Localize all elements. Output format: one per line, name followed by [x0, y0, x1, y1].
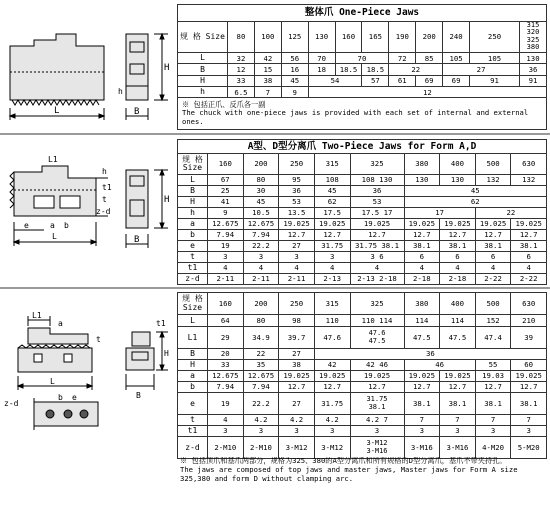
table-cell: 19.025 [350, 371, 404, 382]
table-cell: 72 [389, 52, 416, 63]
table-cell: 4 [208, 415, 244, 426]
table-cell: 18.5 [362, 64, 389, 75]
size-cell: 315 320 325 380 [520, 21, 547, 52]
dim-label-B: B [136, 391, 141, 400]
table-cell: 132 [475, 175, 511, 186]
two-piece-jaw-top-drawing [4, 310, 116, 394]
table-cell: 4 [475, 263, 511, 274]
table-cell: 47.6 47.5 [350, 327, 404, 349]
table-cell: 2-22 [475, 274, 511, 285]
table-cell: 19.025 [314, 371, 350, 382]
dim-label-L1: L1 [32, 311, 42, 320]
row-label: H [178, 75, 228, 86]
table-cell: 95 [279, 175, 315, 186]
dim-label-h: h [102, 167, 107, 176]
table-cell: 39.7 [279, 327, 315, 349]
table-cell: 19.025 [440, 219, 476, 230]
row-label: L [178, 52, 228, 63]
table-cell: 22.2 [243, 393, 279, 415]
table-cell: 12.7 [279, 382, 315, 393]
one-piece-jaws-table [177, 4, 547, 130]
dim-label-H: H [164, 63, 170, 73]
table-cell: 19 [208, 393, 244, 415]
table-cell: 19.025 [475, 219, 511, 230]
table-cell: 12 [228, 64, 255, 75]
dim-label-L1: L1 [48, 155, 58, 164]
table-cell: 12.7 [314, 230, 350, 241]
table-cell: 105 [443, 52, 470, 63]
row-label: L [178, 175, 208, 186]
table-cell: 7 [511, 415, 547, 426]
table-cell: 210 [511, 315, 547, 327]
table-cell: 7 [404, 415, 440, 426]
table-cell: 2-11 [208, 274, 244, 285]
two-piece-jaw-side-drawing [4, 150, 118, 252]
table-cell: 36 [279, 186, 315, 197]
table-cell: 31.75 38.1 [350, 393, 404, 415]
table-cell: 57 [362, 75, 389, 86]
row-label: H [178, 360, 208, 371]
row-label: b [178, 382, 208, 393]
table-cell: 2-13 [314, 274, 350, 285]
dim-label-a: a [58, 319, 63, 328]
size-cell: 190 [389, 21, 416, 52]
size-cell: 200 [243, 293, 279, 315]
table-cell: 38.1 [404, 393, 440, 415]
table-cell: 80 [243, 175, 279, 186]
table-cell: 36 [350, 186, 404, 197]
table-cell: 98 [279, 315, 315, 327]
one-piece-jaw-front-drawing [118, 28, 172, 126]
row-label: a [178, 371, 208, 382]
section-divider [0, 287, 550, 289]
table-cell: 31.75 38.1 [350, 241, 404, 252]
table-cell: 42 [314, 360, 350, 371]
table-cell: 3 [279, 426, 315, 437]
size-cell: 100 [254, 21, 281, 52]
row-label: b [178, 230, 208, 241]
table-cell: 35 [243, 360, 279, 371]
one-piece-jaw-side-drawing [4, 28, 118, 126]
table-cell: 3-M12 [279, 437, 315, 459]
table-cell: 3 [440, 426, 476, 437]
table-cell: 12.7 [350, 230, 404, 241]
table-cell: 2-11 [243, 274, 279, 285]
row-label: a [178, 219, 208, 230]
table-cell: 17.5 [314, 208, 350, 219]
table-cell: 114 [404, 315, 440, 327]
row-label: B [178, 186, 208, 197]
table-cell: 45 [281, 75, 308, 86]
table-cell: 2-22 [511, 274, 547, 285]
row-label: t1 [178, 263, 208, 274]
table-cell: 12 [308, 87, 546, 98]
table-cell: 19.025 [314, 219, 350, 230]
table-cell: 36 [314, 349, 546, 360]
table-cell: 55 [475, 360, 511, 371]
dim-label-H: H [164, 195, 170, 205]
table-cell: 19.025 [440, 371, 476, 382]
table-cell: 3 [208, 426, 244, 437]
table-cell: 105 [470, 52, 520, 63]
table-cell: 19.03 [475, 371, 511, 382]
table-cell: 38.1 [475, 241, 511, 252]
size-header: 规 格 Size [178, 154, 208, 175]
table-cell: 27 [279, 393, 315, 415]
table-cell: 12.7 [440, 382, 476, 393]
table-cell: 22.2 [243, 241, 279, 252]
table-cell: 19.025 [279, 219, 315, 230]
dim-label-b: b [58, 394, 63, 402]
table-cell: 4 [511, 263, 547, 274]
dim-label-L: L [52, 232, 57, 241]
table-cell: 7.94 [208, 230, 244, 241]
table-cell: 27 [443, 64, 520, 75]
row-label: e [178, 393, 208, 415]
table-cell: 39 [511, 327, 547, 349]
table-cell: 4 [243, 263, 279, 274]
table-cell: 12.7 [350, 382, 404, 393]
size-header: 规 格 Size [178, 293, 208, 315]
table-cell: 6 [440, 252, 476, 263]
size-cell: 80 [228, 21, 255, 52]
table-cell: 27 [279, 241, 315, 252]
size-cell: 325 [350, 293, 404, 315]
table-cell: 12.7 [475, 382, 511, 393]
size-cell: 400 [440, 293, 476, 315]
size-cell: 250 [279, 293, 315, 315]
table-title: 整体爪 One-Piece Jaws [178, 5, 547, 22]
table-cell: 12.675 [208, 371, 244, 382]
table-cell: 15 [254, 64, 281, 75]
table-cell: 16 [281, 64, 308, 75]
size-cell: 630 [511, 293, 547, 315]
row-label: B [178, 349, 208, 360]
table-cell: 47.5 [404, 327, 440, 349]
table-cell: 4.2 [243, 415, 279, 426]
table-cell: 152 [475, 315, 511, 327]
size-cell: 315 [314, 293, 350, 315]
two-piece-jaw-front-drawing [118, 150, 172, 252]
table-cell: 3 [475, 426, 511, 437]
two-piece-jaw-bottom-drawing [4, 394, 116, 434]
table-cell: 38.1 [511, 241, 547, 252]
dim-label-z-d: z-d [4, 399, 19, 408]
row-label: e [178, 241, 208, 252]
table-cell: 3-M16 [440, 437, 476, 459]
table-cell: 130 [440, 175, 476, 186]
table-cell: 12.7 [511, 382, 547, 393]
table-cell: 46 [404, 360, 475, 371]
table-cell: 19.025 [279, 371, 315, 382]
dim-label-h: h [118, 87, 123, 96]
table-cell: 32 [228, 52, 255, 63]
two-piece-jaws-table [177, 292, 547, 459]
table-cell: 60 [511, 360, 547, 371]
table-cell: 7 [440, 415, 476, 426]
table-cell: 38 [254, 75, 281, 86]
table-cell: 3 [279, 252, 315, 263]
table-cell: 69 [443, 75, 470, 86]
table-cell: 47.6 [314, 327, 350, 349]
table-cell: 9 [281, 87, 308, 98]
table-cell: 3 [243, 252, 279, 263]
table-cell: 18 [308, 64, 335, 75]
dim-label-e: e [24, 221, 29, 230]
table-cell: 31.75 [314, 393, 350, 415]
table-cell: 53 [350, 197, 404, 208]
table-cell: 31.75 [314, 241, 350, 252]
table-cell: 17 [404, 208, 475, 219]
row-label: B [178, 64, 228, 75]
two-piece-jaw-end-drawing [118, 310, 172, 414]
table-cell: 12.7 [511, 230, 547, 241]
dim-label-b: b [64, 221, 69, 230]
table-cell: 12.7 [475, 230, 511, 241]
table-cell: 33 [208, 360, 244, 371]
size-cell: 165 [362, 21, 389, 52]
dim-label-t1: t1 [102, 183, 112, 192]
table-cell: 2-18 [440, 274, 476, 285]
dim-label-B: B [134, 235, 140, 245]
table-cell: 30 [243, 186, 279, 197]
table-cell: 45 [314, 186, 350, 197]
table-cell: 6.5 [228, 87, 255, 98]
table-cell: 69 [416, 75, 443, 86]
table-cell: 12.7 [279, 230, 315, 241]
table-cell: 54 [308, 75, 362, 86]
table-cell: 130 [404, 175, 440, 186]
table-cell: 91 [520, 75, 547, 86]
table-cell: 42 [254, 52, 281, 63]
size-cell: 400 [440, 154, 476, 175]
size-header: 规 格 Size [178, 21, 228, 52]
row-label: h [178, 208, 208, 219]
row-label: t [178, 252, 208, 263]
table-cell: 12.7 [440, 230, 476, 241]
size-cell: 500 [475, 154, 511, 175]
table-cell: 41 [208, 197, 244, 208]
table-cell: 4 [404, 263, 440, 274]
table-cell: 3 [314, 252, 350, 263]
table-cell: 22 [475, 208, 546, 219]
size-cell: 630 [511, 154, 547, 175]
table-cell: 6 [475, 252, 511, 263]
table-cell: 4.2 7 [350, 415, 404, 426]
size-cell: 250 [470, 21, 520, 52]
table-cell: 38.1 [404, 241, 440, 252]
table-cell: 7 [475, 415, 511, 426]
table-cell: 36 [520, 64, 547, 75]
table-cell: 29 [208, 327, 244, 349]
size-cell: 325 [350, 154, 404, 175]
table-cell: 19 [208, 241, 244, 252]
table-cell: 130 [520, 52, 547, 63]
table-cell: 22 [243, 349, 279, 360]
table-cell: 70 [308, 52, 335, 63]
table-cell: 19.025 [350, 219, 404, 230]
two-piece-jaws-form-ad-table [177, 139, 547, 285]
size-cell: 160 [208, 293, 244, 315]
table-cell: 2-M10 [208, 437, 244, 459]
table-cell: 7 [254, 87, 281, 98]
table-cell: 110 [314, 315, 350, 327]
table-cell: 67 [208, 175, 244, 186]
size-cell: 500 [475, 293, 511, 315]
table-cell: 4.2 [314, 415, 350, 426]
table-cell: 34.9 [243, 327, 279, 349]
table-cell: 2-13 2-18 [350, 274, 404, 285]
size-cell: 200 [416, 21, 443, 52]
dim-label-L: L [50, 377, 55, 386]
table-cell: 12.675 [208, 219, 244, 230]
size-cell: 160 [335, 21, 362, 52]
size-cell: 250 [279, 154, 315, 175]
row-label: L [178, 315, 208, 327]
table-cell: 4 [279, 263, 315, 274]
size-cell: 125 [281, 21, 308, 52]
table-cell: 12.675 [243, 219, 279, 230]
table-cell: 3 [511, 426, 547, 437]
table-cell: 38.1 [440, 241, 476, 252]
table-cell: 3 [208, 252, 244, 263]
table-cell: 19.025 [404, 371, 440, 382]
row-label: z-d [178, 437, 208, 459]
dim-label-t: t [102, 195, 107, 204]
table-cell: 38.1 [475, 393, 511, 415]
table-cell: 45 [404, 186, 547, 197]
table-cell: 3 6 [350, 252, 404, 263]
table-cell: 13.5 [279, 208, 315, 219]
size-cell: 380 [404, 154, 440, 175]
table-cell: 3 [404, 426, 440, 437]
row-label: t1 [178, 426, 208, 437]
table-cell: 62 [314, 197, 350, 208]
row-label: L1 [178, 327, 208, 349]
table-cell: 45 [243, 197, 279, 208]
size-cell: 240 [443, 21, 470, 52]
table-cell: 42 46 [350, 360, 404, 371]
table-cell: 6 [404, 252, 440, 263]
table-cell: 22 [389, 64, 443, 75]
table-cell: 2-11 [279, 274, 315, 285]
table-cell: 10.5 [243, 208, 279, 219]
table-cell: 108 130 [350, 175, 404, 186]
table-cell: 7.94 [243, 382, 279, 393]
table-cell: 4 [440, 263, 476, 274]
table-cell: 9 [208, 208, 244, 219]
row-label: H [178, 197, 208, 208]
section-divider [0, 133, 550, 135]
dim-label-e: e [72, 394, 77, 402]
table-cell: 6 [511, 252, 547, 263]
table-cell: 18.5 [335, 64, 362, 75]
table-cell: 85 [416, 52, 443, 63]
size-cell: 315 [314, 154, 350, 175]
table-cell: 5-M20 [511, 437, 547, 459]
table-cell: 38.1 [440, 393, 476, 415]
dim-label-L: L [54, 106, 60, 116]
table-cell: 4 [208, 263, 244, 274]
table-cell: 56 [281, 52, 308, 63]
table-cell: 12.7 [404, 382, 440, 393]
table-cell: 27 [279, 349, 315, 360]
table-cell: 2-M10 [243, 437, 279, 459]
size-cell: 380 [404, 293, 440, 315]
table-cell: 91 [470, 75, 520, 86]
table-cell: 3-M12 [314, 437, 350, 459]
table-cell: 53 [279, 197, 315, 208]
table-cell: 132 [511, 175, 547, 186]
table-cell: 12.7 [314, 382, 350, 393]
table-cell: 19.025 [511, 219, 547, 230]
table-cell: 3-M12 3-M16 [350, 437, 404, 459]
table-cell: 3 [350, 426, 404, 437]
dim-label-a: a [50, 221, 55, 230]
table-cell: 25 [208, 186, 244, 197]
table-cell: 12.7 [404, 230, 440, 241]
table-cell: 38.1 [511, 393, 547, 415]
table-cell: 2-18 [404, 274, 440, 285]
size-cell: 160 [208, 154, 244, 175]
table-cell: 4 [314, 263, 350, 274]
table-cell: 3 [243, 426, 279, 437]
table-cell: 12.675 [243, 371, 279, 382]
table-cell: 61 [389, 75, 416, 86]
table-cell: 7.94 [243, 230, 279, 241]
table-cell: 20 [208, 349, 244, 360]
table-cell: 4.2 [279, 415, 315, 426]
dim-label-H: H [164, 349, 169, 358]
footer-note: ※ 包括顶爪和基爪两部分，规格为325、380的A型分离爪和所有规格的D型分离爪，基爪不带夹持孔。 The jaws are composed of top jaws and master jaws, Master jaws for Form A size 325,380 and form D without clamping arc. [180, 457, 518, 483]
table-cell: 70 [335, 52, 389, 63]
dim-label-t: t [96, 335, 101, 344]
table-cell: 3-M16 [404, 437, 440, 459]
table-cell: 110 114 [350, 315, 404, 327]
size-cell: 200 [243, 154, 279, 175]
dim-label-t1: t1 [156, 319, 166, 328]
size-cell: 130 [308, 21, 335, 52]
table-cell: 108 [314, 175, 350, 186]
table-cell: 80 [243, 315, 279, 327]
row-label: h [178, 87, 228, 98]
table-cell: 4 [350, 263, 404, 274]
table-cell: 19.025 [511, 371, 547, 382]
table-cell: 62 [404, 197, 547, 208]
table-cell: 4-M20 [475, 437, 511, 459]
table-cell: 33 [228, 75, 255, 86]
table-cell: 3 [314, 426, 350, 437]
table-cell: 47.4 [475, 327, 511, 349]
table-cell: 47.5 [440, 327, 476, 349]
table-title: A型、D型分离爪 Two-Piece Jaws for Form A,D [178, 140, 547, 154]
table-cell: 114 [440, 315, 476, 327]
table-cell: 7.94 [208, 382, 244, 393]
table-cell: 64 [208, 315, 244, 327]
table-cell: 17.5 17 [350, 208, 404, 219]
row-label: t [178, 415, 208, 426]
table-cell: 19.025 [404, 219, 440, 230]
table-cell: 38 [279, 360, 315, 371]
row-label: z-d [178, 274, 208, 285]
table-note: ※ 包括正爪、反爪各一副 The chuck with one-piece jaws is provided with each set of internal and external ones. [178, 98, 547, 130]
dim-label-z-d: z-d [96, 207, 111, 216]
dim-label-B: B [134, 107, 140, 117]
